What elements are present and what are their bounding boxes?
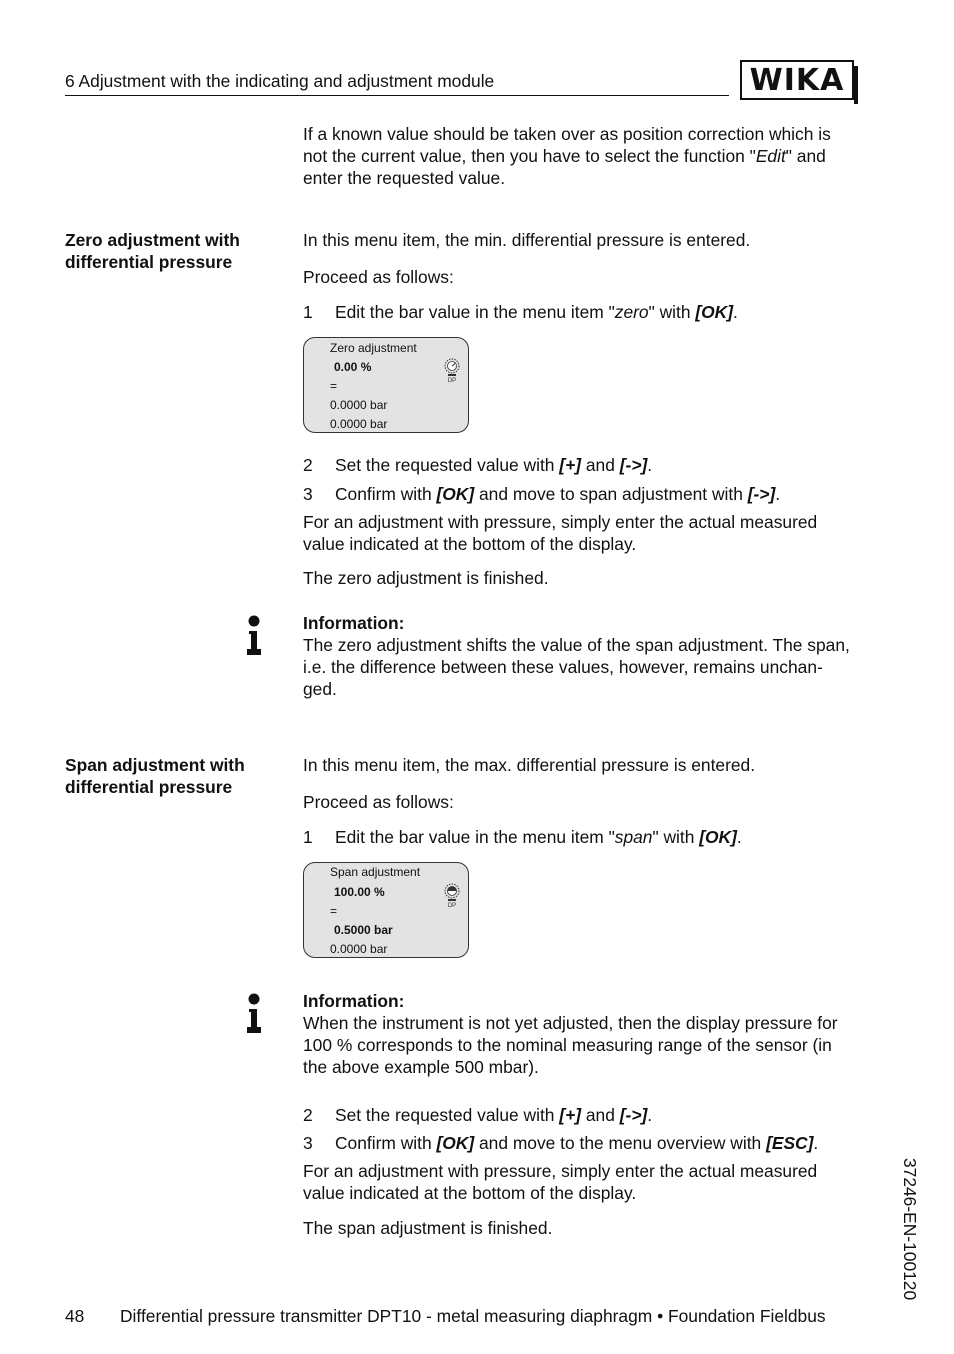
wika-logo: WIKA (740, 60, 854, 100)
svg-text:DP: DP (447, 903, 457, 909)
dp-gauge-icon (442, 356, 462, 386)
zero-section-heading: Zero adjustment with differential pressure (65, 230, 240, 272)
display-measured-value: 0.0000 bar (330, 942, 388, 956)
display-measured-value: 0.0000 bar (330, 417, 388, 431)
display-value: 0.00 % (334, 360, 372, 374)
span-paragraph-1: In this menu item, the max. differential pressure is entered. (303, 755, 756, 775)
header-rule (65, 95, 729, 96)
document-id: 37246-EN-100120 (900, 1158, 920, 1301)
span-step-3: 3 Confirm with [OK] and move to the menu overview with [ESC]. (303, 1133, 819, 1153)
zero-step-1: 1 Edit the bar value in the menu item "zero" with [OK]. (303, 302, 738, 322)
information-icon (247, 615, 261, 657)
display-title: Span adjustment (330, 865, 421, 879)
intro-paragraph: If a known value should be taken over as position correction which is not the current value, then you have to select the function "Edit" and enter the requested value. (303, 124, 831, 188)
display-equals: = (330, 379, 338, 393)
zero-paragraph-3: For an adjustment with pressure, simply enter the actual measured value indicated at the bottom of the display. (303, 512, 818, 554)
page-footer (65, 1306, 826, 1327)
span-information-note: Information: When the instrument is not yet adjusted, then the display pressure for 100 % corresponds to the nominal measuring range of the sensor (in the above example 500 mbar). (303, 991, 838, 1077)
display-bar-value: 0.5000 bar (334, 923, 393, 937)
zero-information-note: Information: The zero adjustment shifts the value of the span adjustment. The span, i.e. the difference between these values, however, remains unchan- ged. (303, 613, 850, 699)
zero-step-3: 3 Confirm with [OK] and move to span adjustment with [->]. (303, 484, 781, 504)
zero-paragraph-1: In this menu item, the min. differential pressure is entered. (303, 230, 751, 250)
dp-gauge-icon (442, 881, 462, 911)
span-step-2: 2 Set the requested value with [+] and [->]. (303, 1105, 653, 1125)
display-bar-value: 0.0000 bar (330, 398, 388, 412)
footer-title: Differential pressure transmitter DPT10 - metal measuring diaphragm • Foundation Fieldbus (120, 1306, 826, 1326)
zero-step-2: 2 Set the requested value with [+] and [->]. (303, 455, 653, 475)
zero-paragraph-2: Proceed as follows: (303, 267, 454, 287)
display-value: 100.00 % (334, 885, 385, 899)
span-adjustment-display (303, 862, 469, 958)
span-section-heading: Span adjustment with differential pressure (65, 755, 245, 797)
information-icon (247, 993, 261, 1035)
zero-paragraph-4: The zero adjustment is finished. (303, 568, 549, 588)
span-paragraph-3: For an adjustment with pressure, simply enter the actual measured value indicated at the bottom of the display. (303, 1161, 818, 1203)
display-equals: = (330, 904, 338, 918)
page-number: 48 (65, 1306, 85, 1326)
span-step-1: 1 Edit the bar value in the menu item "span" with [OK]. (303, 827, 742, 847)
span-paragraph-2: Proceed as follows: (303, 792, 454, 812)
span-paragraph-4: The span adjustment is finished. (303, 1218, 553, 1238)
svg-text:DP: DP (447, 378, 457, 384)
page-header-title: 6 Adjustment with the indicating and adjustment module (65, 71, 495, 91)
display-title: Zero adjustment (330, 341, 417, 355)
zero-adjustment-display (303, 337, 469, 433)
